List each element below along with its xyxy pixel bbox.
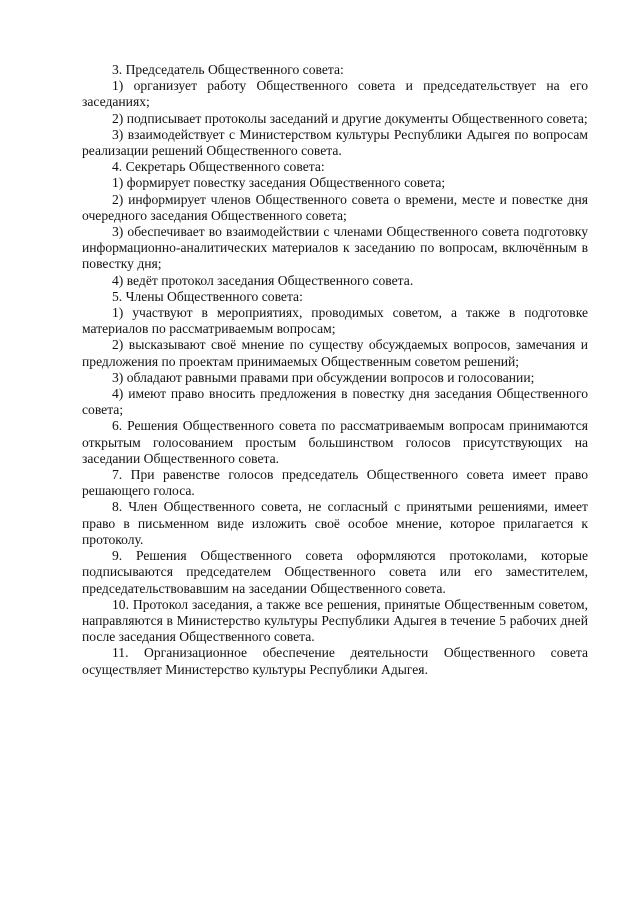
- paragraph-clause-6: 6. Решения Общественного совета по рассматриваемым вопросам принимаются открытым голосованием простым большинством голосов присутствующих на заседании Общественного совета.: [82, 418, 588, 466]
- paragraph-secretary-item-1: 1) формирует повестку заседания Общественного совета;: [112, 175, 446, 191]
- paragraph-secretary-item-2: 2) информирует членов Общественного совета о времени, месте и повестке дня очередного заседания Общественного совета;: [82, 191, 588, 223]
- paragraph-chairman-item-3: 3) взаимодействует с Министерством культуры Республики Адыгея по вопросам реализации решений Общественного совета.: [82, 126, 588, 159]
- paragraph-secretary-heading: 4. Секретарь Общественного совета:: [112, 159, 325, 175]
- paragraph-clause-11: 11. Организационное обеспечение деятельности Общественного совета осуществляет Министерство культуры Республики Адыгея.: [82, 645, 588, 677]
- paragraph-chairman-heading: 3. Председатель Общественного совета:: [112, 62, 344, 77]
- paragraph-members-item-1: 1) участвуют в мероприятиях, проводимых советом, а также в подготовке материалов по рассматриваемым вопросам;: [82, 305, 588, 337]
- paragraph-members-item-2: 2) высказывают своё мнение по существу обсуждаемых вопросов, замечания и предложения по проектам принимаемых Общественным советом решений;: [82, 337, 588, 369]
- paragraph-clause-8: 8. Член Общественного совета, не согласный с принятыми решениями, имеет право в письменном виде изложить своё особое мнение, которое прилагается к протоколу.: [82, 499, 588, 547]
- paragraph-chairman-item-2: 2) подписывает протоколы заседаний и другие документы Общественного совета;: [112, 110, 588, 126]
- paragraph-secretary-item-3: 3) обеспечивает во взаимодействии с членами Общественного совета подготовку информационно-аналитических материалов к заседанию по вопросам, включённым в повестку дня;: [82, 224, 588, 272]
- paragraph-clause-9: 9. Решения Общественного совета оформляются протоколами, которые подписываются председателем Общественного совета или его заместителем, председательствовавшим на заседании Общественного совета.: [82, 548, 588, 596]
- paragraph-chairman-item-1: 1) организует работу Общественного совета и председательствует на его заседаниях;: [82, 78, 588, 110]
- paragraph-members-item-4: 4) имеют право вносить предложения в повестку дня заседания Общественного совета;: [82, 386, 588, 418]
- paragraph-secretary-item-4: 4) ведёт протокол заседания Общественного совета.: [112, 272, 414, 288]
- document-page: [82, 62, 588, 678]
- paragraph-members-heading: 5. Члены Общественного совета:: [112, 288, 303, 304]
- paragraph-members-item-3: 3) обладают равными правами при обсуждении вопросов и голосовании;: [112, 369, 535, 385]
- paragraph-clause-7: 7. При равенстве голосов председатель Общественного совета имеет право решающего голоса.: [82, 467, 588, 499]
- paragraph-clause-10: 10. Протокол заседания, а также все решения, принятые Общественным советом, направляются в Министерство культуры Республики Адыгея в течение 5 рабочих дней после заседания Общественного совета.: [82, 596, 588, 645]
